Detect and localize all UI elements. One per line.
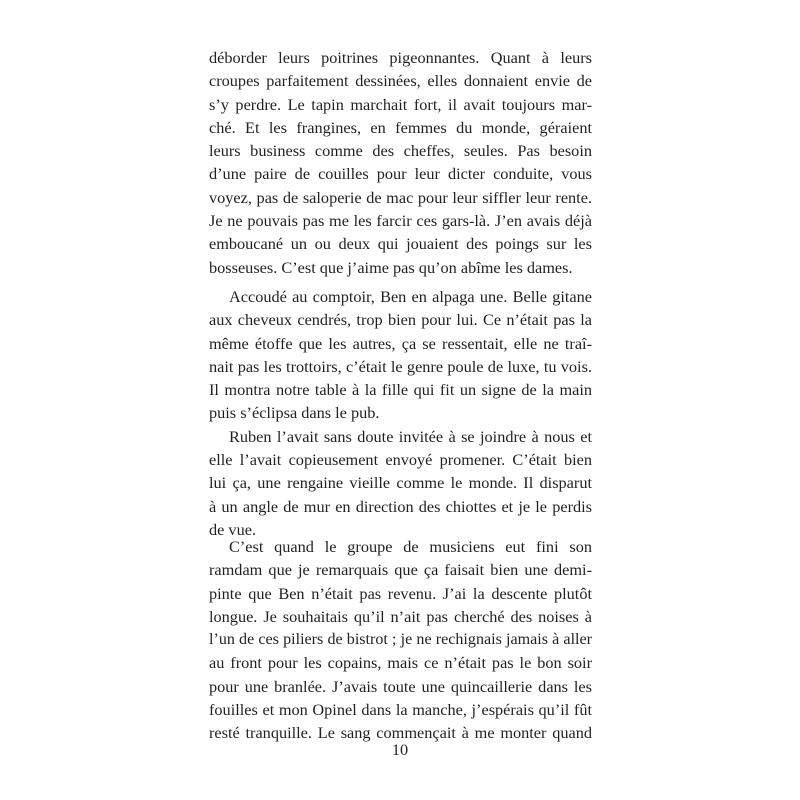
text-line: bosseuses. C’est que j’aime pas qu’on abîme les dames. (209, 257, 573, 277)
text-line: fouilles et mon Opinel dans la manche, j’espérais qu’il fût (209, 700, 592, 720)
text-line: Je ne pouvais pas me les farcir ces gars-là. J’en avais déjà (209, 211, 592, 231)
text-line: même étoffe que les autres, ça se ressentait, elle ne traî- (209, 333, 592, 353)
text-line: aux cheveux cendrés, trop bien pour lui. Ce n’était pas la (209, 310, 592, 330)
text-line: puis s’éclipsa dans le pub. (209, 403, 380, 423)
text-line: nait pas les trottoirs, c’était le genre poule de luxe, tu vois. (209, 356, 592, 376)
text-line: Accoudé au comptoir, Ben en alpaga une. Belle gitane (229, 287, 592, 306)
paragraph-1 (209, 46, 592, 279)
text-line: pour une branlée. J’avais toute une quincaillerie dans les (209, 676, 592, 696)
text-line: croupes parfaitement dessinées, elles donnaient envie de (209, 71, 592, 91)
page-number: 10 (391, 740, 409, 759)
text-line: au front pour les copains, mais ce n’était pas le bon soir (209, 653, 592, 673)
text-line: longue. Je souhaitais qu’il n’ait pas cherché des noises à (209, 606, 592, 626)
text-line: déborder leurs poitrines pigeonnantes. Quant à leurs (209, 48, 592, 67)
text-line: C’est quand le groupe de musiciens eut fini son (229, 537, 592, 556)
paragraph-3 (209, 535, 592, 745)
text-line: à un angle de mur en direction des chiottes et je le perdis (209, 496, 592, 516)
text-line: lui ça, une rengaine vieille comme le monde. Il disparut (209, 473, 592, 493)
text-line: l’un de ces piliers de bistrot ; je ne rechignais jamais à aller (209, 631, 592, 649)
text-line: Il montra notre table à la fille qui fit un signe de la main (209, 380, 592, 400)
text-line: Ruben l’avait sans doute invitée à se joindre à nous et (229, 426, 592, 446)
text-line: d’une paire de couilles pour leur dicter conduite, vous (209, 164, 592, 184)
text-line: resté tranquille. Le sang commençait à me monter quand (209, 723, 592, 743)
text-line: pinte que Ben n’était pas revenu. J’ai la descente plutôt (209, 583, 592, 603)
text-line: ramdam que je remarquais que ça faisait bien une demi- (209, 560, 592, 580)
text-line: s’y perdre. Le tapin marchait fort, il avait toujours mar- (209, 94, 592, 114)
paragraph-2 (209, 285, 592, 541)
text-line: voyez, pas de saloperie de mac pour leur siffler leur rente. (209, 187, 592, 207)
text-line: ché. Et les frangines, en femmes du monde, géraient (209, 117, 592, 137)
text-line: emboucané un ou deux qui jouaient des poings sur les (209, 234, 592, 254)
text-line: elle l’avait copieusement envoyé promener. C’était bien (209, 450, 592, 470)
text-line: leurs business comme des cheffes, seules. Pas besoin (209, 141, 592, 161)
text-line: de vue. (209, 519, 257, 539)
